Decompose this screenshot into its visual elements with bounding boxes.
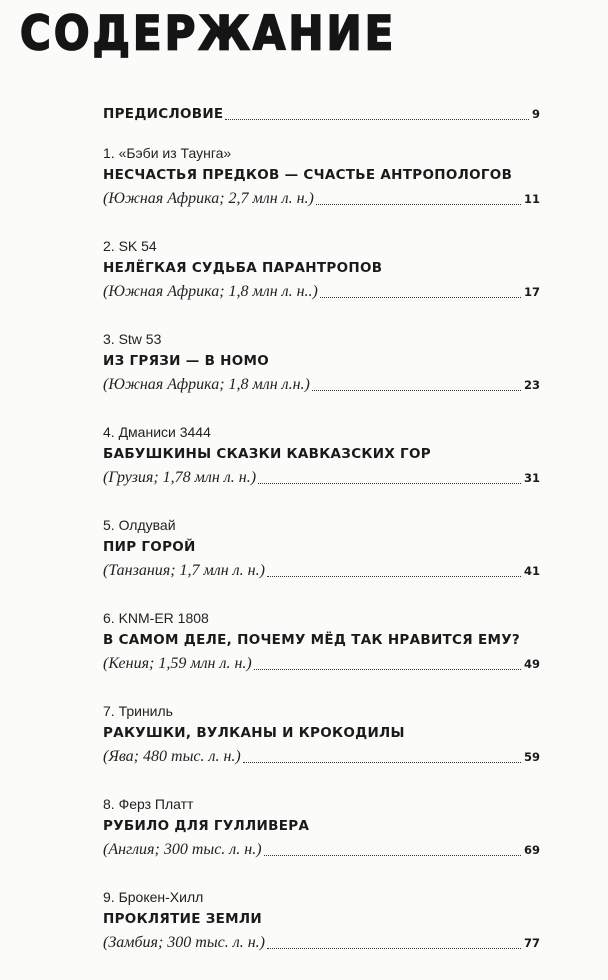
page-number: 31: [523, 471, 540, 485]
toc-entry[interactable]: [103, 701, 540, 769]
page-number: 77: [523, 936, 540, 950]
chapter-subtitle: 9. Брокен-Хилл: [103, 889, 204, 905]
chapter-subtitle: 5. Олдувай: [103, 517, 176, 533]
dot-leader: [320, 297, 521, 298]
dot-leader: [267, 576, 521, 577]
toc-entry[interactable]: [103, 887, 540, 955]
chapter-title: ИЗ ГРЯЗИ — В HOMO: [103, 353, 270, 369]
chapter-location: (Ява; 480 тыс. л. н.): [103, 748, 241, 765]
chapter-location: (Южная Африка; 1,8 млн л. н..): [103, 283, 318, 300]
toc-entry[interactable]: [103, 608, 540, 676]
chapter-subtitle: 4. Дманиси 3444: [103, 424, 211, 440]
chapter-title: РУБИЛО ДЛЯ ГУЛЛИВЕРА: [103, 818, 310, 834]
dot-leader: [243, 762, 521, 763]
chapter-location: (Кения; 1,59 млн л. н.): [103, 655, 252, 672]
preface-title: ПРЕДИСЛОВИЕ: [103, 106, 224, 122]
page-number: 41: [523, 564, 540, 578]
chapter-subtitle: 3. Stw 53: [103, 331, 162, 347]
dot-leader: [254, 669, 521, 670]
chapter-subtitle: 7. Триниль: [103, 703, 173, 719]
toc-entry[interactable]: [103, 794, 540, 862]
dot-leader: [316, 204, 521, 205]
page-number: 23: [523, 378, 540, 392]
toc-entry[interactable]: [103, 515, 540, 583]
chapter-location: (Замбия; 300 тыс. л. н.): [103, 934, 266, 951]
page-number: 49: [523, 657, 540, 671]
chapter-location: (Англия; 300 тыс. л. н.): [103, 841, 262, 858]
chapter-title: РАКУШКИ, ВУЛКАНЫ И КРОКОДИЛЫ: [103, 725, 405, 741]
chapter-title: БАБУШКИНЫ СКАЗКИ КАВКАЗСКИХ ГОР: [103, 446, 431, 462]
dot-leader: [312, 390, 521, 391]
chapter-subtitle: 8. Ферз Платт: [103, 796, 194, 812]
page-number: 9: [531, 107, 540, 121]
page-number: 11: [523, 192, 540, 206]
chapter-subtitle: 6. KNM-ER 1808: [103, 610, 209, 626]
table-of-contents: [103, 102, 540, 980]
toc-entry[interactable]: [103, 422, 540, 490]
toc-entry[interactable]: [103, 143, 540, 211]
toc-entry[interactable]: [103, 236, 540, 304]
chapter-subtitle: 1. «Бэби из Таунга»: [103, 145, 232, 161]
dot-leader: [267, 948, 521, 949]
chapter-subtitle: 2. SK 54: [103, 238, 157, 254]
page-title: СОДЕРЖАНИЕ: [20, 6, 397, 61]
chapter-location: (Грузия; 1,78 млн л. н.): [103, 469, 257, 486]
chapter-title: НЕЛЁГКАЯ СУДЬБА ПАРАНТРОПОВ: [103, 260, 383, 276]
chapter-location: (Южная Африка; 2,7 млн л. н.): [103, 190, 314, 207]
toc-entry-preface[interactable]: [103, 102, 540, 126]
page-number: 69: [523, 843, 540, 857]
chapter-title: ПИР ГОРОЙ: [103, 539, 196, 555]
dot-leader: [258, 483, 521, 484]
chapter-title: В САМОМ ДЕЛЕ, ПОЧЕМУ МЁД ТАК НРАВИТСЯ ЕМУ?: [103, 632, 521, 648]
page-number: 59: [523, 750, 540, 764]
dot-leader: [264, 855, 521, 856]
dot-leader: [225, 119, 529, 120]
toc-entry[interactable]: [103, 329, 540, 397]
chapter-title: НЕСЧАСТЬЯ ПРЕДКОВ — СЧАСТЬЕ АНТРОПОЛОГОВ: [103, 167, 513, 183]
chapter-title: ПРОКЛЯТИЕ ЗЕМЛИ: [103, 911, 262, 927]
chapter-location: (Танзания; 1,7 млн л. н.): [103, 562, 265, 579]
chapter-location: (Южная Африка; 1,8 млн л.н.): [103, 376, 310, 393]
page-number: 17: [523, 285, 540, 299]
